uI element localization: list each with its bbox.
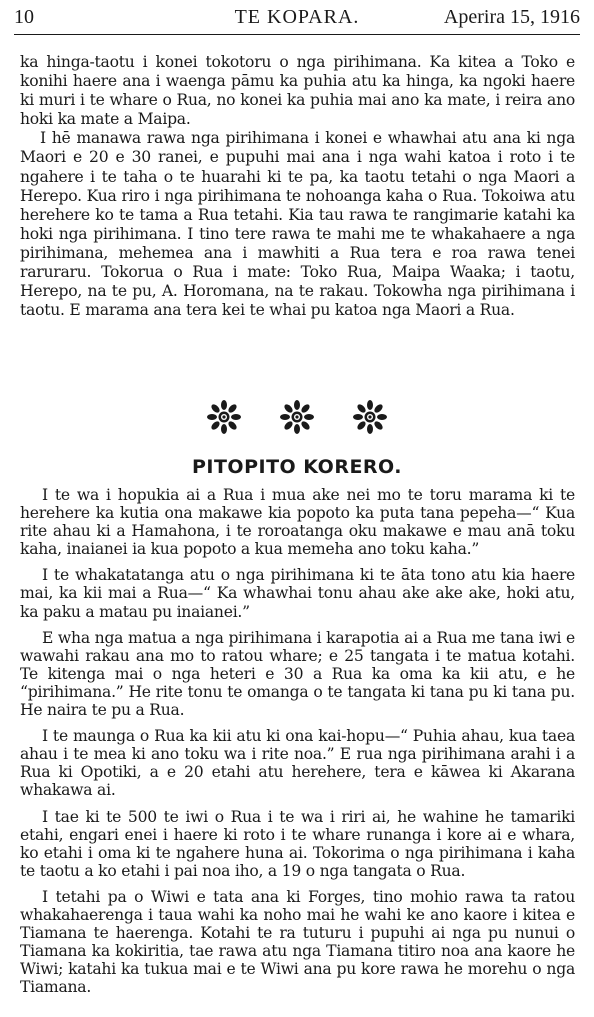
- news-paragraph-3: E wha nga matua a nga pirihimana i karapotia ai a Rua me tana iwi e wawahi rakau ana mo to ratou whare; e 25 tangata i te matua kotahi. Te kitenga mai o nga heteri e 30 a Rua ka oma ka kii atu, e he “pirihimana.” He rite tonu te omanga o te tangata ki tana pu ki tana pu. He naira te pu a Rua.: [20, 628, 575, 720]
- issue-date: Aperira 15, 1916: [443, 6, 580, 28]
- section-divider-ornaments: [207, 400, 387, 434]
- header-rule: [14, 34, 580, 35]
- flower-ornament-icon: [353, 400, 387, 434]
- news-paragraph-1: I te wa i hopukia ai a Rua i mua ake nei mo te toru marama ki te herehere ka kutia ona makawe kia popoto ka puta tana pepeha—“ Kua rite ahau ki a Hamahona, i te roroatanga oku makawe e mau anā toku kaha, inaianei ia kua popoto a kua memeha ano toku kaha.”: [20, 486, 575, 559]
- publication-title: TE KOPARA.: [234, 6, 360, 28]
- lead-article: [20, 53, 575, 320]
- flower-ornament-icon: [280, 400, 314, 434]
- news-items: [20, 486, 575, 1004]
- flower-ornament-icon: [207, 400, 241, 434]
- lead-paragraph-2: I hē manawa rawa nga pirihimana i konei e whawhai atu ana ki nga Maori e 20 e 30 ranei, e pupuhi mai ana i nga wahi katoa i roto i te ngahere i te taha o te huarahi ki te pa, ka taotu tetahi o nga Maori a Herepo. Kua riro i nga pirihimana te nohoanga kaha o Rua. Tokoiwa atu herehere ko te tama a Rua tetahi. Kia tau rawa te rangimarie katahi ka hoki nga pirihimana. I tino tere rawa te mahi me te whakahaere a nga pirihimana, mehemea ana i mawhiti a Rua tera e roa rawa tenei raruraru. Tokorua o Rua i mate: Toko Rua, Maipa Waaka; i taotu, Herepo, na te pu, A. Horomana, na te rakau. Tokowha nga pirihimana i taotu. E marama ana tera kei te whai pu katoa nga Maori a Rua.: [20, 129, 575, 320]
- section-heading: PITOPITO KORERO.: [191, 456, 403, 478]
- news-paragraph-6: I tetahi pa o Wiwi e tata ana ki Forges, tino mohio rawa ta ratou whakahaerenga i taua wahi ka noho mai he wahi ke ano kaore i kitea e Tiamana te haerenga. Kotahi te ra tuturu i pupuhi ai nga pu nunui o Tiamana ka kokiritia, tae rawa atu nga Tiamana titiro noa ana kaore he Wiwi; katahi ka tukua mai e te Wiwi ana pu kore rawa he morehu o nga Tiamana.: [20, 887, 575, 997]
- news-paragraph-5: I tae ki te 500 te iwi o Rua i te wa i riri ai, he wahine he tamariki etahi, engari enei i haere ki roto i te whare runanga i kore ai e whara, ko etahi i oma ki te ngahere huna ai. Tokorima o nga pirihimana i kaha te taotu a ko etahi i pai noa iho, a 19 o nga tangata o Rua.: [20, 807, 575, 880]
- page-header: [14, 3, 580, 31]
- page-number: 10: [14, 6, 34, 28]
- lead-paragraph-1: ka hinga-taotu i konei tokotoru o nga pirihimana. Ka kitea a Toko e konihi haere ana i waenga pāmu ka puhia atu ka hinga, ka ngoki haere ki muri i te whare o Rua, no konei ka puhia mai ano ka mate, i reira ano hoki ka mate a Maipa.: [20, 53, 575, 129]
- news-paragraph-4: I te maunga o Rua ka kii atu ki ona kai-hopu—“ Puhia ahau, kua taea ahau i te mea ki ano toku wa i rite noa.” E rua nga pirihimana arahi i a Rua ki Opotiki, a e 20 etahi atu herehere, tera e kāwea ki Akarana whakawa ai.: [20, 727, 575, 800]
- news-paragraph-2: I te whakatatanga atu o nga pirihimana ki te āta tono atu kia haere mai, ka kii mai a Rua—“ Ka whawhai tonu ahau ake ake ake, hoki atu, ka paku a matau pu inaianei.”: [20, 566, 575, 621]
